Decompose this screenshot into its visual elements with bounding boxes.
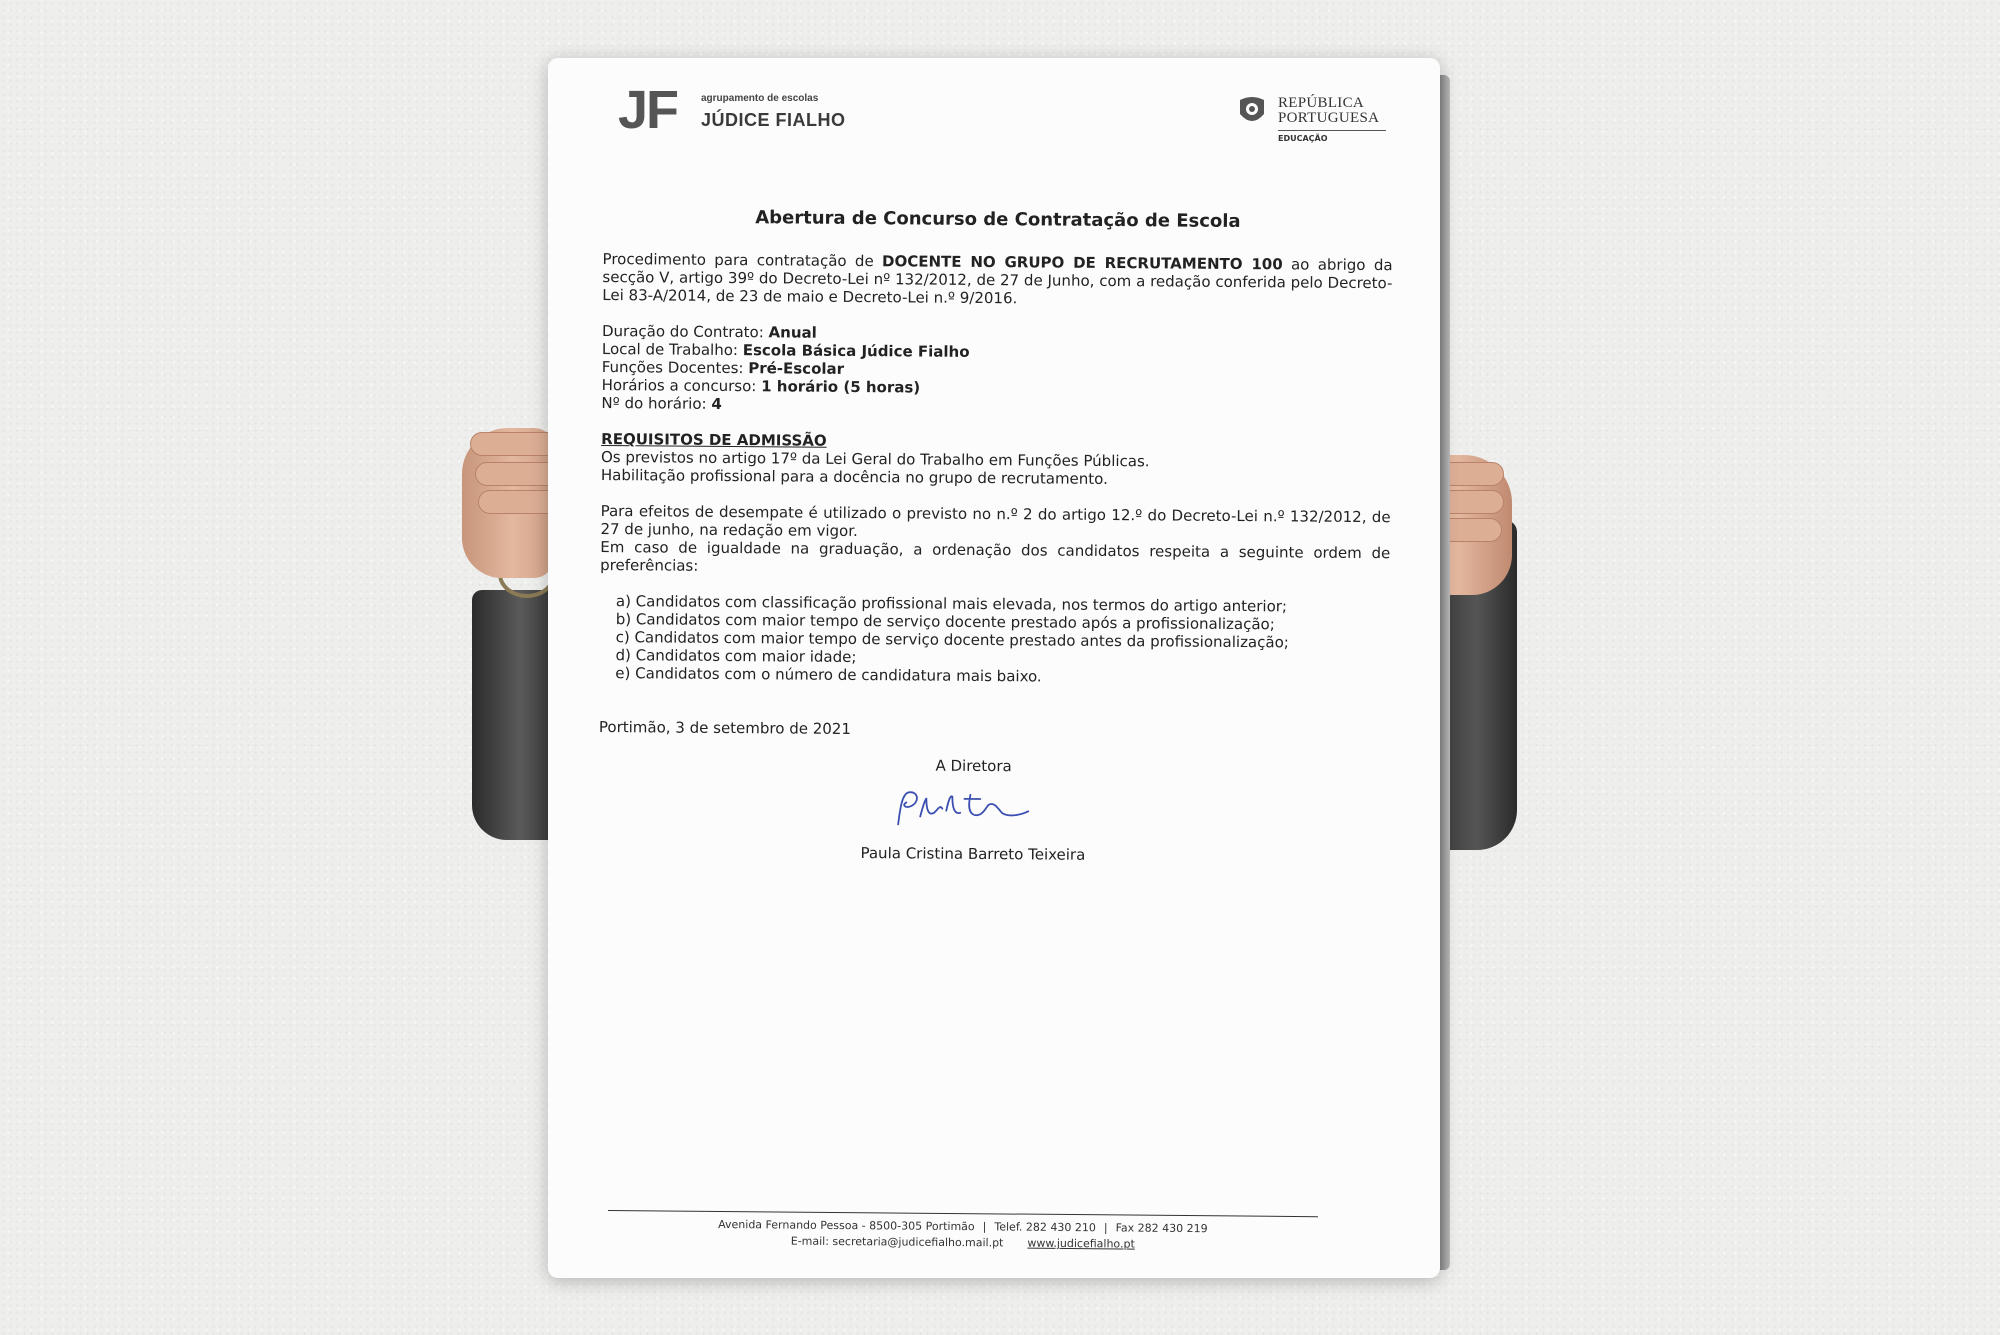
detail-schedule-number: Nº do horário: 4 — [601, 393, 722, 413]
government-department: EDUCAÇÃO — [1278, 134, 1328, 143]
requirement-item: Habilitação profissional para a docência no grupo de recrutamento. — [600, 465, 1108, 488]
preference-item: c) Candidatos com maior tempo de serviço docente prestado antes da profissionalização; — [615, 628, 1289, 652]
footer-contact-line: Avenida Fernando Pessoa - 8500-305 Portimão | Telef. 282 430 210 | Fax 282 430 219 — [718, 1217, 1208, 1236]
footer-email: E-mail: secretaria@judicefialho.mail.pt — [790, 1234, 1004, 1250]
preference-item: d) Candidatos com maior idade; — [615, 646, 857, 667]
contract-details — [601, 322, 1392, 418]
footer — [608, 1216, 1318, 1254]
government-name: REPÚBLICA PORTUGUESA — [1278, 95, 1380, 126]
document-title: Abertura de Concurso de Contratação de Escola — [755, 207, 1241, 233]
detail-functions: Funções Docentes: Pré-Escolar — [601, 357, 845, 378]
intro-paragraph: Procedimento para contratação de DOCENTE NO GRUPO DE RECRUTAMENTO 100 ao abrigo da secção V, artigo 39º do Decreto-Lei nº 132/2012, de 27 de Junho, com a redação conferida pelo Decreto-Lei 83-A/2014, de 23 de maio e Decreto-Lei n.º 9/2016. — [602, 249, 1393, 308]
signer-name: Paula Cristina Barreto Teixeira — [860, 844, 1086, 864]
signer-role: A Diretora — [935, 756, 1012, 776]
preference-item: a) Candidatos com classificação profissional mais elevada, nos termos do artigo anterior; — [615, 592, 1288, 616]
footer-address: Avenida Fernando Pessoa - 8500-305 Portimão — [718, 1217, 975, 1234]
org-name: JÚDICE FIALHO — [701, 110, 846, 130]
republic-emblem-icon — [1238, 94, 1266, 126]
school-logo: JF — [618, 80, 678, 140]
handwritten-signature — [890, 786, 1040, 831]
place-date: Portimão, 3 de setembro de 2021 — [598, 717, 852, 738]
footer-fax: Fax 282 430 219 — [1115, 1221, 1208, 1236]
requirements-heading: REQUISITOS DE ADMISSÃO — [601, 429, 827, 450]
detail-workplace: Local de Trabalho: Escola Básica Júdice Fialho — [601, 339, 970, 361]
org-subtitle: agrupamento de escolas — [701, 93, 819, 104]
preferences-list — [599, 592, 1390, 688]
tiebreak-paragraph: Para efeitos de desempate é utilizado o previsto no n.º 2 do artigo 12.º do Decreto-Lei n.º 132/2012, de 27 de junho, na redação em vigor. — [600, 501, 1391, 541]
document-sheet — [548, 58, 1440, 1278]
detail-schedules: Horários a concurso: 1 horário (5 horas) — [601, 375, 921, 397]
detail-duration: Duração do Contrato: Anual — [601, 321, 817, 342]
requirement-item: Os previstos no artigo 17º da Lei Geral do Trabalho em Funções Públicas. — [600, 447, 1150, 471]
preference-item: b) Candidatos com maior tempo de serviço docente prestado após a profissionalização; — [615, 610, 1275, 634]
footer-phone: Telef. 282 430 210 — [994, 1220, 1096, 1235]
document-body — [598, 208, 1393, 866]
left-arm — [472, 590, 552, 840]
ordering-paragraph: Em caso de igualdade na graduação, a ordenação dos candidatos respeita a seguinte ordem de preferências: — [600, 537, 1391, 575]
preference-item: e) Candidatos com o número de candidatura mais baixo. — [615, 664, 1042, 686]
footer-website-link[interactable]: www.judicefialho.pt — [1027, 1236, 1135, 1251]
divider — [1278, 130, 1386, 131]
